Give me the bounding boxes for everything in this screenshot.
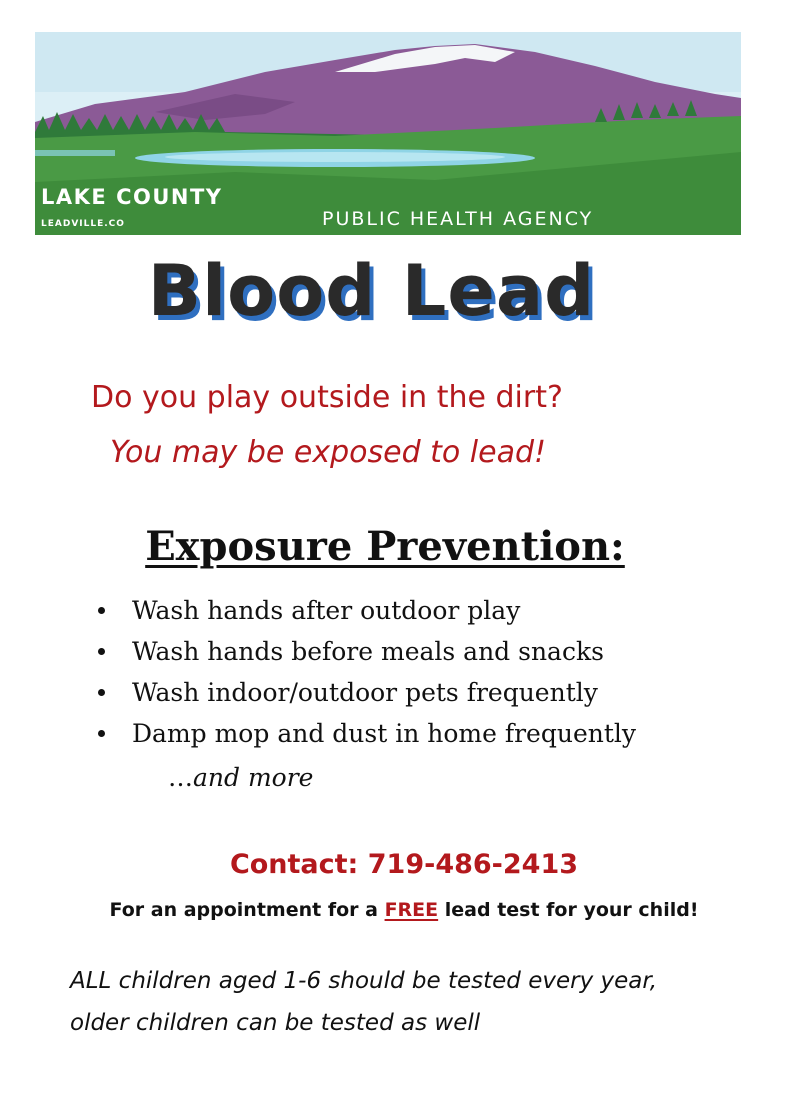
agency-banner <box>35 32 741 235</box>
prevention-list <box>95 590 636 754</box>
bullet-icon <box>98 730 105 737</box>
agency-name: LAKE COUNTY <box>41 185 223 209</box>
testing-note <box>70 960 657 1044</box>
question-text: Do you play outside in the dirt? <box>91 380 563 415</box>
more-label: and more <box>193 763 314 792</box>
prevention-heading: Exposure Prevention: <box>145 523 625 570</box>
bullet-icon <box>98 607 105 614</box>
list-item <box>95 631 636 672</box>
tip-text: Wash hands before meals and snacks <box>132 637 604 666</box>
agency-city: LEADVILLE.CO <box>41 219 125 229</box>
list-item <box>95 590 636 631</box>
warning-text: You may be exposed to lead! <box>110 435 547 470</box>
appointment-before: For an appointment for a <box>109 899 385 921</box>
more-text <box>168 758 313 798</box>
contact-line: Contact: 719-486-2413 <box>229 849 579 880</box>
appointment-line <box>0 892 804 928</box>
tip-text: Damp mop and dust in home frequently <box>132 719 637 748</box>
testing-note-line-1: ALL children aged 1-6 should be tested every year, <box>70 968 658 994</box>
bullet-icon <box>98 689 105 696</box>
agency-subtitle: PUBLIC HEALTH AGENCY <box>322 208 594 230</box>
free-highlight: FREE <box>384 899 439 921</box>
appointment-after: lead test for your child! <box>438 899 699 921</box>
testing-note-line-2: older children can be tested as well <box>70 1010 481 1036</box>
more-ellipsis: … <box>168 763 193 792</box>
tip-text: Wash indoor/outdoor pets frequently <box>132 678 598 707</box>
page-title: Blood Lead <box>147 250 596 332</box>
list-item <box>95 713 636 754</box>
list-item <box>95 672 636 713</box>
bullet-icon <box>98 648 105 655</box>
tip-text: Wash hands after outdoor play <box>132 596 521 625</box>
